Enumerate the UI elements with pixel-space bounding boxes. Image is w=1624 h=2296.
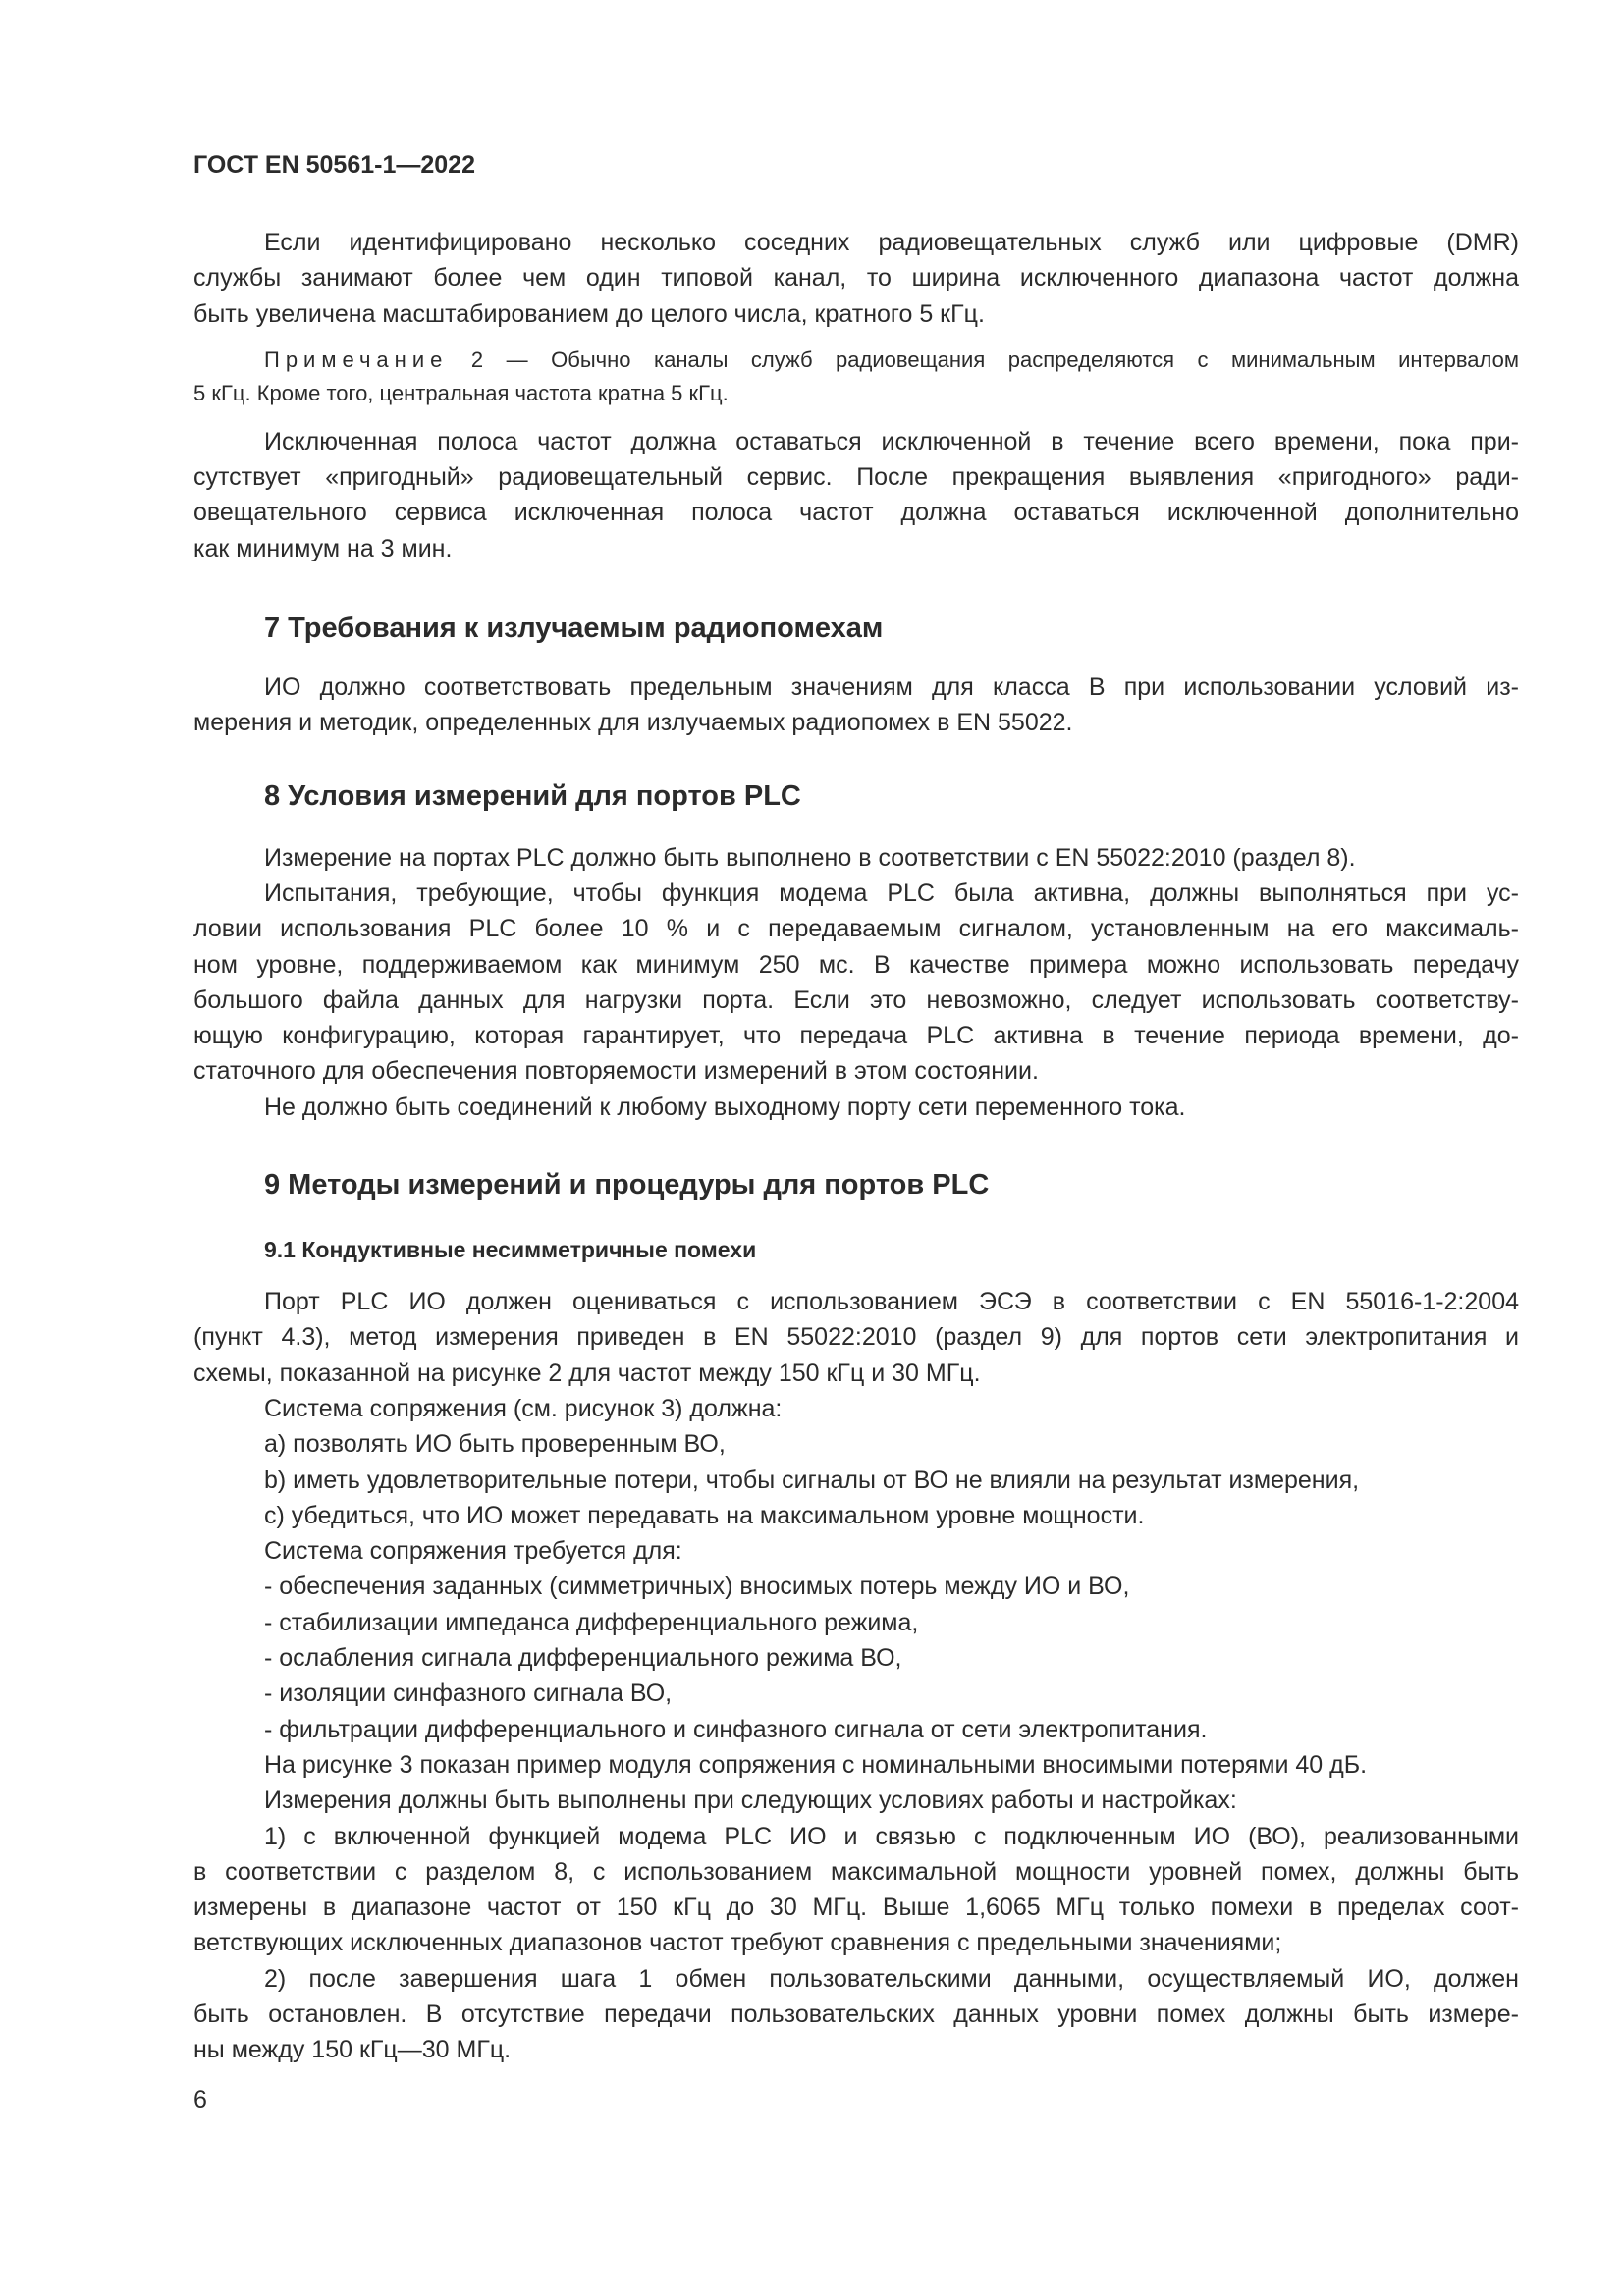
text-line: измерены в диапазоне частот от 150 кГц до 30 МГц. Выше 1,6065 МГц только помехи в пределах соот- — [193, 1894, 1519, 1922]
text-line: a) позволять ИО быть проверенным ВО, — [264, 1430, 726, 1459]
section-heading: 9 Методы измерений и процедуры для портов PLC — [264, 1169, 990, 1201]
text-line: 5 кГц. Кроме того, центральная частота кратна 5 кГц. — [193, 380, 729, 405]
text-line: службы занимают более чем один типовой канал, то ширина исключенного диапазона частот должна — [193, 264, 1519, 293]
text-line: (пункт 4.3), метод измерения приведен в EN 55022:2010 (раздел 9) для портов сети электропитания и — [193, 1323, 1519, 1352]
text-line: овещательного сервиса исключенная полоса частот должна оставаться исключенной дополнительно — [193, 499, 1519, 527]
text-line: Измерения должны быть выполнены при следующих условиях работы и настройках: — [264, 1787, 1237, 1815]
text-line: ИО должно соответствовать предельным значениям для класса В при использовании условий из- — [264, 673, 1519, 702]
text-line: Если идентифицировано несколько соседних радиовещательных служб или цифровые (DMR) — [264, 229, 1519, 256]
text-line: схемы, показанной на рисунке 2 для частот между 150 кГц и 30 МГц. — [193, 1359, 981, 1387]
text-line: - стабилизации импеданса дифференциального режима, — [264, 1608, 919, 1636]
text-line: - ослабления сигнала дифференциального режима ВО, — [264, 1644, 902, 1673]
text-line: На рисунке 3 показан пример модуля сопряжения с номинальными вносимыми потерями 40 дБ. — [264, 1750, 1368, 1779]
section-heading: 8 Условия измерений для портов PLC — [264, 779, 801, 812]
text-line: b) иметь удовлетворительные потери, чтобы сигналы от ВО не влияли на результат измерения, — [264, 1466, 1360, 1494]
text-line: статочного для обеспечения повторяемости измерений в этом состоянии. — [193, 1057, 1039, 1086]
text-line: 2) после завершения шага 1 обмен пользовательскими данными, осуществляемый ИО, должен — [264, 1964, 1519, 1993]
text-line: Система сопряжения требуется для: — [264, 1537, 682, 1566]
text-line: Испытания, требующие, чтобы функция модема PLC была активна, должны выполняться при ус- — [264, 879, 1519, 907]
text-line: мерения и методик, определенных для излучаемых радиопомех в EN 55022. — [193, 709, 1073, 737]
text-line: - фильтрации дифференциального и синфазного сигнала от сети электропитания. — [264, 1715, 1208, 1743]
text-line: - обеспечения заданных (симметричных) вносимых потерь между ИО и ВО, — [264, 1573, 1130, 1601]
text-line: быть увеличена масштабированием до целого числа, кратного 5 кГц. — [193, 299, 985, 328]
text-line: быть остановлен. В отсутствие передачи пользовательских данных уровни помех должны быть измере- — [193, 2000, 1519, 2028]
paragraph — [193, 840, 1519, 1125]
note-text: 2 — Обычно каналы служб радиовещания распределяются с минимальным интервалом — [448, 347, 1519, 372]
document-header: ГОСТ EN 50561-1—2022 — [193, 151, 475, 179]
section-heading: 7 Требования к излучаемым радиопомехам — [264, 613, 884, 645]
text-line: 1) с включенной функцией модема PLC ИО и связью с подключенным ИО (ВО), реализованными — [264, 1822, 1519, 1850]
text-line: Исключенная полоса частот должна оставаться исключенной в течение всего времени, пока при- — [264, 427, 1519, 455]
text-line: ны между 150 кГц—30 МГц. — [193, 2036, 512, 2064]
text-line: Порт PLC ИО должен оцениваться с использованием ЭСЭ в соответствии с EN 55016-1-2:2004 — [264, 1288, 1519, 1316]
text-line: Измерение на портах PLC должно быть выполнено в соответствии с EN 55022:2010 (раздел 8). — [264, 843, 1356, 872]
text-line: как минимум на 3 мин. — [193, 534, 453, 562]
paragraph — [193, 424, 1519, 566]
page-number: 6 — [193, 2086, 207, 2113]
text-line: - изоляции синфазного сигнала ВО, — [264, 1680, 673, 1708]
text-line: ловии использования PLC более 10 % и с передаваемым сигналом, установленным на его максималь- — [193, 915, 1519, 943]
subsection-heading: 9.1 Кондуктивные несимметричные помехи — [264, 1237, 757, 1263]
document-page — [193, 147, 1519, 2068]
note-label: Примечание — [264, 347, 449, 372]
text-line: ветствующих исключенных диапазонов частот требуют сравнения с предельными значениями; — [193, 1929, 1282, 1957]
note-block — [193, 344, 1519, 410]
text-line: Не должно быть соединений к любому выходному порту сети переменного тока. — [264, 1093, 1186, 1121]
document-body — [193, 225, 1519, 2068]
text-line — [193, 344, 1519, 377]
text-line: большого файла данных для нагрузки порта. Если это невозможно, следует использовать соответству- — [193, 986, 1519, 1014]
text-line: c) убедиться, что ИО может передавать на максимальном уровне мощности. — [264, 1501, 1145, 1529]
paragraph — [193, 225, 1519, 332]
paragraph — [193, 669, 1519, 741]
text-line: в соответствии с разделом 8, с использованием максимальной мощности уровней помех, должны быть — [193, 1857, 1519, 1886]
paragraph — [193, 1284, 1519, 2068]
text-line: Система сопряжения (см. рисунок 3) должна: — [264, 1394, 783, 1422]
text-line: ющую конфигурацию, которая гарантирует, что передача PLC активна в течение периода времени, до- — [193, 1022, 1519, 1050]
text-line: ном уровне, поддерживаемом как минимум 250 мс. В качестве примера можно использовать передачу — [193, 950, 1519, 979]
text-line: сутствует «пригодный» радиовещательный сервис. После прекращения выявления «пригодного» ради- — [193, 463, 1519, 492]
